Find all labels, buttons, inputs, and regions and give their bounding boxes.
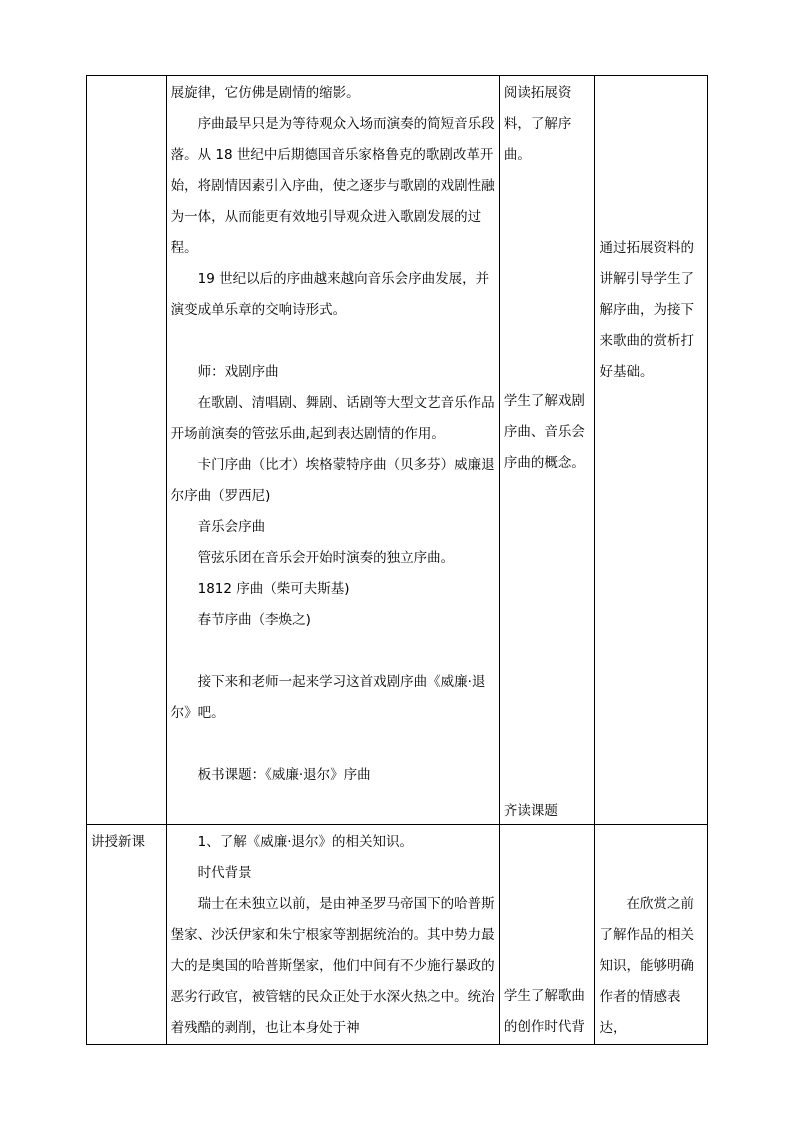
- content-paragraph: 序曲最早只是为等待观众入场而演奏的简短音乐段落。从 18 世纪中后期德国音乐家格鲁克的歌剧改革开始，将剧情因素引入序曲，使之逐步与歌剧的戏剧性融为一体，从而能更有效地引导观众进入歌剧发展的过程。: [170, 116, 495, 256]
- design-intent-cell: [595, 825, 708, 1045]
- student-activity-text: 学生了解歌曲的创作时代背: [503, 988, 585, 1035]
- lesson-plan-table: [86, 75, 708, 1045]
- teaching-content-cell: [166, 76, 499, 825]
- table-row: [87, 825, 708, 1045]
- content-paragraph: 接下来和老师一起来学习这首戏剧序曲《威廉·退尔》吧。: [170, 674, 486, 721]
- student-activity-cell: [499, 76, 595, 825]
- content-paragraph: 在歌剧、清唱剧、舞剧、话剧等大型文艺音乐作品开场前演奏的管弦乐曲,起到表达剧情的作用。: [170, 395, 495, 442]
- section-label: 讲授新课: [91, 834, 145, 850]
- content-paragraph: 春节序曲（李焕之): [197, 612, 311, 628]
- content-paragraph: 1、了解《威廉·退尔》的相关知识。: [197, 834, 413, 850]
- content-paragraph: 1812 序曲（柴可夫斯基): [197, 581, 350, 597]
- student-activity-text: 齐读课题: [503, 803, 558, 819]
- student-activity-text: 学生了解戏剧序曲、音乐会序曲的概念。: [503, 393, 585, 471]
- content-paragraph: 展旋律，它仿佛是剧情的缩影。: [170, 85, 360, 101]
- content-paragraph: 卡门序曲（比才）埃格蒙特序曲（贝多芬）威廉退尔序曲（罗西尼): [170, 457, 495, 504]
- section-cell: [87, 76, 167, 825]
- content-paragraph: 板书课题：《威廉·退尔》序曲: [197, 767, 371, 783]
- table-row: [87, 76, 708, 825]
- section-cell: [87, 825, 167, 1045]
- content-paragraph: 瑞士在未独立以前，是由神圣罗马帝国下的哈普斯堡家、沙沃伊家和朱宁根家等割据统治的。其中势力最大的是奥国的哈普斯堡家，他们中间有不少施行暴政的恶劣行政官，被管辖的民众正处于水深火热之中。统治着残酷的剥削，也让本身处于神: [170, 896, 495, 1036]
- teaching-content-cell: [166, 825, 499, 1045]
- student-activity-cell: [499, 825, 595, 1045]
- content-paragraph: 19 世纪以后的序曲越来越向音乐会序曲发展，并演变成单乐章的交响诗形式。: [170, 271, 490, 318]
- design-intent-cell: [595, 76, 708, 825]
- content-paragraph: 管弦乐团在音乐会开始时演奏的独立序曲。: [197, 550, 455, 566]
- content-paragraph: 时代背景: [197, 865, 252, 881]
- design-intent-text: 在欣赏之前了解作品的相关知识，能够明确作者的情感表达，: [599, 896, 694, 1036]
- content-paragraph: 音乐会序曲: [197, 519, 266, 535]
- design-intent-text: 通过拓展资料的讲解引导学生了解序曲，为接下来歌曲的赏析打好基础。: [599, 240, 694, 380]
- student-activity-text: 阅读拓展资料，了解序曲。: [503, 85, 572, 163]
- content-paragraph: 师：戏剧序曲: [197, 364, 279, 380]
